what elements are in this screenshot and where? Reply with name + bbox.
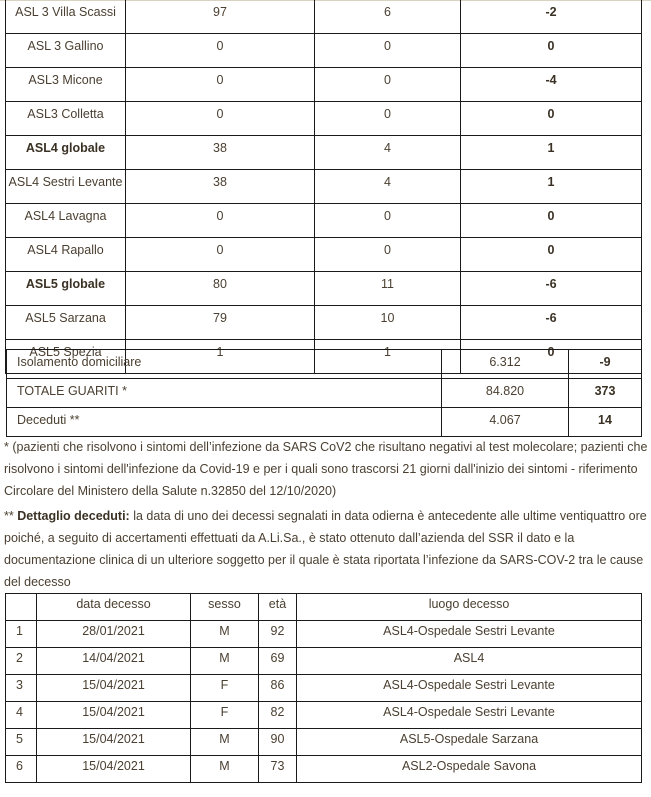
deaths-sex-cell: M [191, 621, 259, 648]
summary-change-cell: 14 [569, 408, 642, 437]
hospital-row [6, 306, 642, 340]
hospital-change-cell: -6 [461, 272, 642, 306]
deaths-header-cell [6, 594, 37, 621]
hospital-change-cell: -4 [461, 68, 642, 102]
deaths-footnote-marker: ** [4, 509, 18, 523]
deaths-row [6, 648, 642, 675]
hospital-row [6, 68, 642, 102]
hospital-value-cell: 0 [126, 204, 315, 238]
hospital-value-cell: 0 [126, 68, 315, 102]
hospital-name-cell: ASL 3 Gallino [6, 34, 126, 68]
deaths-place-cell: ASL2-Ospedale Savona [297, 756, 642, 783]
summary-row [7, 408, 642, 437]
hospital-name-cell: ASL4 Rapallo [6, 238, 126, 272]
deaths-row [6, 756, 642, 783]
deaths-index-cell: 6 [6, 756, 37, 783]
deaths-age-cell: 73 [259, 756, 297, 783]
deaths-row [6, 675, 642, 702]
hospital-value-cell: 79 [126, 306, 315, 340]
hospital-change-cell: 0 [461, 34, 642, 68]
deaths-header-cell: data decesso [37, 594, 191, 621]
recovered-footnote: * (pazienti che risolvono i sintomi dell’infezione da SARS CoV2 che risultano negativi al test molecolare; pazienti che risolvono i sintomi dell'infezione da Covid-19 e per i quali sono trascorsi 21 giorni dall'inizio dei sintomi - riferimento Circolare del Ministero della Salute n.32850 del 12/10/2020) [4, 440, 648, 498]
summary-label-cell: TOTALE GUARITI * [7, 379, 442, 408]
hospital-name-cell: ASL4 Lavagna [6, 204, 126, 238]
deaths-footnote [4, 505, 650, 593]
hospital-change-cell: 1 [461, 170, 642, 204]
hospital-change-cell: 0 [461, 340, 642, 374]
deaths-age-cell: 82 [259, 702, 297, 729]
deaths-place-cell: ASL4-Ospedale Sestri Levante [297, 675, 642, 702]
deaths-date-cell: 15/04/2021 [37, 756, 191, 783]
hospital-name-cell: ASL5 Sarzana [6, 306, 126, 340]
deaths-age-cell: 92 [259, 621, 297, 648]
hospital-value-cell: 6 [315, 0, 461, 34]
hospital-name-cell: ASL3 Micone [6, 68, 126, 102]
hospital-name-cell: ASL3 Colletta [6, 102, 126, 136]
hospital-value-cell: 4 [315, 170, 461, 204]
deaths-header-cell: sesso [191, 594, 259, 621]
hospital-value-cell: 0 [126, 34, 315, 68]
hospital-row [6, 0, 642, 34]
summary-total-cell: 6.312 [442, 350, 569, 379]
hospital-value-cell: 1 [315, 340, 461, 374]
hospital-name-cell: ASL5 Spezia [6, 340, 126, 374]
summary-table [6, 349, 642, 437]
hospital-change-cell: 0 [461, 238, 642, 272]
hospital-change-cell: 1 [461, 136, 642, 170]
deaths-date-cell: 14/04/2021 [37, 648, 191, 675]
hospital-value-cell: 4 [315, 136, 461, 170]
summary-label-cell: Deceduti ** [7, 408, 442, 437]
hospital-row [6, 102, 642, 136]
deaths-index-cell: 1 [6, 621, 37, 648]
hospital-value-cell: 0 [315, 204, 461, 238]
hospital-value-cell: 0 [126, 238, 315, 272]
deaths-footnote-body: la data di uno dei decessi segnalati in data odierna è antecedente alle ultime ventiquattro ore poiché, a seguito di accertamenti effettuati da A.Li.Sa., è stato ottenuto dall’azienda del SSR il dato e la documentazione clinica di un ulteriore soggetto per il quale è stata riportata l’infezione da SARS-COV-2 tra le cause del decesso [4, 509, 647, 589]
deaths-row [6, 702, 642, 729]
hospital-value-cell: 0 [126, 102, 315, 136]
hospital-change-cell: -6 [461, 306, 642, 340]
hospital-row [6, 204, 642, 238]
summary-row [7, 350, 642, 379]
hospital-row [6, 170, 642, 204]
deaths-index-cell: 2 [6, 648, 37, 675]
deaths-header-cell: età [259, 594, 297, 621]
deaths-age-cell: 86 [259, 675, 297, 702]
summary-label-cell: Isolamento domiciliare [7, 350, 442, 379]
deaths-place-cell: ASL4-Ospedale Sestri Levante [297, 702, 642, 729]
deaths-row [6, 621, 642, 648]
hospital-name-cell: ASL 3 Villa Scassi [6, 0, 126, 34]
summary-total-cell: 4.067 [442, 408, 569, 437]
hospital-table [5, 0, 642, 374]
hospital-change-cell: 0 [461, 102, 642, 136]
hospital-value-cell: 38 [126, 136, 315, 170]
deaths-header-row [6, 594, 642, 621]
hospital-value-cell: 0 [315, 68, 461, 102]
deaths-place-cell: ASL4 [297, 648, 642, 675]
deaths-date-cell: 15/04/2021 [37, 675, 191, 702]
hospital-name-cell: ASL5 globale [6, 272, 126, 306]
hospital-value-cell: 80 [126, 272, 315, 306]
hospital-value-cell: 0 [315, 34, 461, 68]
hospital-value-cell: 0 [315, 102, 461, 136]
deaths-footnote-title: Dettaglio deceduti: [17, 509, 130, 523]
hospital-change-cell: 0 [461, 204, 642, 238]
hospital-row [6, 272, 642, 306]
summary-total-cell: 84.820 [442, 379, 569, 408]
deaths-date-cell: 15/04/2021 [37, 702, 191, 729]
deaths-sex-cell: M [191, 756, 259, 783]
deaths-age-cell: 90 [259, 729, 297, 756]
deaths-index-cell: 5 [6, 729, 37, 756]
hospital-name-cell: ASL4 Sestri Levante [6, 170, 126, 204]
hospital-row [6, 136, 642, 170]
hospital-value-cell: 10 [315, 306, 461, 340]
deaths-place-cell: ASL4-Ospedale Sestri Levante [297, 621, 642, 648]
deaths-index-cell: 4 [6, 702, 37, 729]
summary-row [7, 379, 642, 408]
hospital-value-cell: 38 [126, 170, 315, 204]
deaths-table [5, 593, 642, 783]
deaths-age-cell: 69 [259, 648, 297, 675]
deaths-sex-cell: M [191, 648, 259, 675]
deaths-place-cell: ASL5-Ospedale Sarzana [297, 729, 642, 756]
deaths-header-cell: luogo decesso [297, 594, 642, 621]
deaths-sex-cell: F [191, 675, 259, 702]
hospital-value-cell: 11 [315, 272, 461, 306]
summary-change-cell: 373 [569, 379, 642, 408]
summary-change-cell: -9 [569, 350, 642, 379]
hospital-value-cell: 0 [315, 238, 461, 272]
hospital-value-cell: 97 [126, 0, 315, 34]
deaths-sex-cell: M [191, 729, 259, 756]
hospital-row [6, 238, 642, 272]
hospital-row [6, 34, 642, 68]
hospital-name-cell: ASL4 globale [6, 136, 126, 170]
hospital-change-cell: -2 [461, 0, 642, 34]
hospital-value-cell: 1 [126, 340, 315, 374]
deaths-date-cell: 15/04/2021 [37, 729, 191, 756]
deaths-row [6, 729, 642, 756]
deaths-sex-cell: F [191, 702, 259, 729]
deaths-index-cell: 3 [6, 675, 37, 702]
deaths-date-cell: 28/01/2021 [37, 621, 191, 648]
